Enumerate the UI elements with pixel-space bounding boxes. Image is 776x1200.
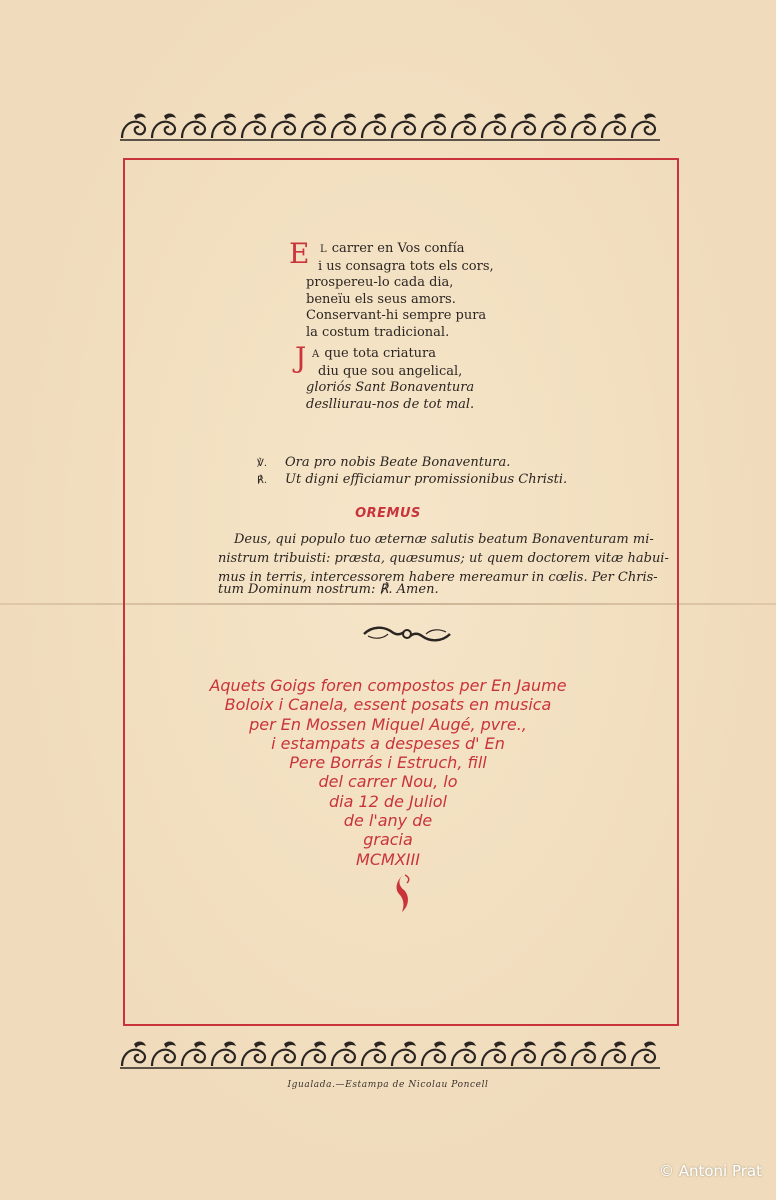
colophon-line: Aquets Goigs foren compostos per En Jaume	[209, 676, 567, 695]
scroll-motif	[630, 1042, 660, 1068]
scroll-motif	[540, 114, 570, 140]
scroll-motif	[240, 114, 270, 140]
top-ornament-border	[120, 110, 660, 146]
colophon-line: per En Mossen Miquel Augé, pvre.,	[249, 714, 527, 734]
stanza-line: i us consagra tots els cors,	[318, 258, 494, 274]
smallcap-l: L	[320, 244, 328, 255]
stanza-line-text: que tota criatura	[320, 346, 437, 361]
scroll-motif	[450, 1042, 480, 1068]
scroll-motif	[210, 114, 240, 140]
prayer-line: tum Dominum nostrum: ℟. Amen.	[218, 582, 439, 597]
response-symbol: ℟.	[257, 475, 268, 486]
prayer-line: Deus, qui populo tuo æternæ salutis beatum Bonaventuram mi-	[234, 532, 654, 547]
stanza-line: diu que sou angelical,	[318, 363, 463, 379]
copyright-watermark: © Antoni Prat	[658, 1162, 762, 1180]
scroll-motif	[210, 1042, 240, 1068]
colophon-block	[0, 676, 776, 869]
oremus-heading: OREMUS	[355, 506, 421, 521]
scroll-motif	[630, 114, 660, 140]
dropcap-e: E	[289, 237, 310, 270]
scroll-motif	[300, 114, 330, 140]
stanza-line: deslliurau-nos de tot mal.	[306, 396, 475, 412]
colophon-line: i estampats a despeses d' En	[271, 733, 505, 753]
scroll-motif	[150, 114, 180, 140]
colophon-line: gracia	[363, 830, 413, 850]
stanza-line: Conservant-hi sempre pura	[306, 308, 487, 324]
scroll-ornament-icon	[120, 110, 660, 146]
scroll-motif	[270, 114, 300, 140]
scroll-motif	[570, 114, 600, 140]
scroll-motif	[420, 114, 450, 140]
versicle-text: Ora pro nobis Beate Bonaventura.	[285, 455, 511, 470]
scroll-motif	[120, 1042, 150, 1068]
colophon-line: de l'any de	[343, 811, 433, 831]
scroll-motif	[360, 1042, 390, 1068]
scroll-motif	[180, 114, 210, 140]
smallcap-a: A	[312, 349, 321, 360]
colophon-line: dia 12 de Juliol	[328, 791, 447, 811]
printer-imprint: Igualada.—Estampa de Nicolau Poncell	[287, 1080, 489, 1090]
scroll-motif	[300, 1042, 330, 1068]
scroll-motif	[330, 114, 360, 140]
versicle-line	[257, 455, 510, 470]
scroll-ornament-icon	[120, 1038, 660, 1074]
scroll-motif	[150, 1042, 180, 1068]
stanza-line-text: carrer en Vos confía	[327, 241, 465, 256]
red-leaf-ornament-icon	[393, 872, 415, 914]
dropcap-j: J	[295, 341, 307, 374]
stanza-line: gloriós Sant Bonaventura	[306, 380, 475, 396]
colophon-line: Pere Borrás i Estruch, fill	[289, 753, 487, 773]
scroll-motif	[600, 1042, 630, 1068]
bottom-ornament-border	[120, 1038, 660, 1074]
stanza-line: beneïu els seus amors.	[306, 291, 456, 307]
scroll-motif	[270, 1042, 300, 1068]
scroll-motif	[360, 114, 390, 140]
colophon-line: MCMXIII	[356, 849, 420, 869]
scroll-motif	[390, 1042, 420, 1068]
scroll-motif	[510, 114, 540, 140]
scroll-motif	[510, 1042, 540, 1068]
scroll-motif	[330, 1042, 360, 1068]
stanza-line	[306, 346, 474, 364]
scroll-motif	[600, 114, 630, 140]
prayer-line: mus in terris, intercessorem habere mereamur in cœlis. Per Chris-	[218, 570, 658, 585]
scroll-motif	[480, 114, 510, 140]
colophon-line: Boloix i Canela, essent posats en musica	[224, 695, 552, 715]
stanza-line	[306, 241, 494, 259]
scroll-motif	[540, 1042, 570, 1068]
prayer-line: nistrum tribuisti: præsta, quæsumus; ut quem doctorem vitæ habui-	[218, 551, 669, 566]
scroll-motif	[390, 114, 420, 140]
response-line	[257, 472, 567, 487]
stanza-line: prospereu-lo cada dia,	[306, 275, 454, 291]
response-text: Ut digni efficiamur promissionibus Christi.	[285, 472, 568, 487]
scroll-motif	[180, 1042, 210, 1068]
scroll-motif	[480, 1042, 510, 1068]
scroll-motif	[450, 114, 480, 140]
flourish-icon	[362, 624, 452, 644]
stanza-line: la costum tradicional.	[306, 324, 450, 340]
scroll-motif	[420, 1042, 450, 1068]
versicle-symbol: ℣.	[257, 458, 268, 469]
scroll-motif	[120, 114, 150, 140]
scroll-motif	[570, 1042, 600, 1068]
colophon-line: del carrer Nou, lo	[318, 772, 458, 792]
scroll-motif	[240, 1042, 270, 1068]
